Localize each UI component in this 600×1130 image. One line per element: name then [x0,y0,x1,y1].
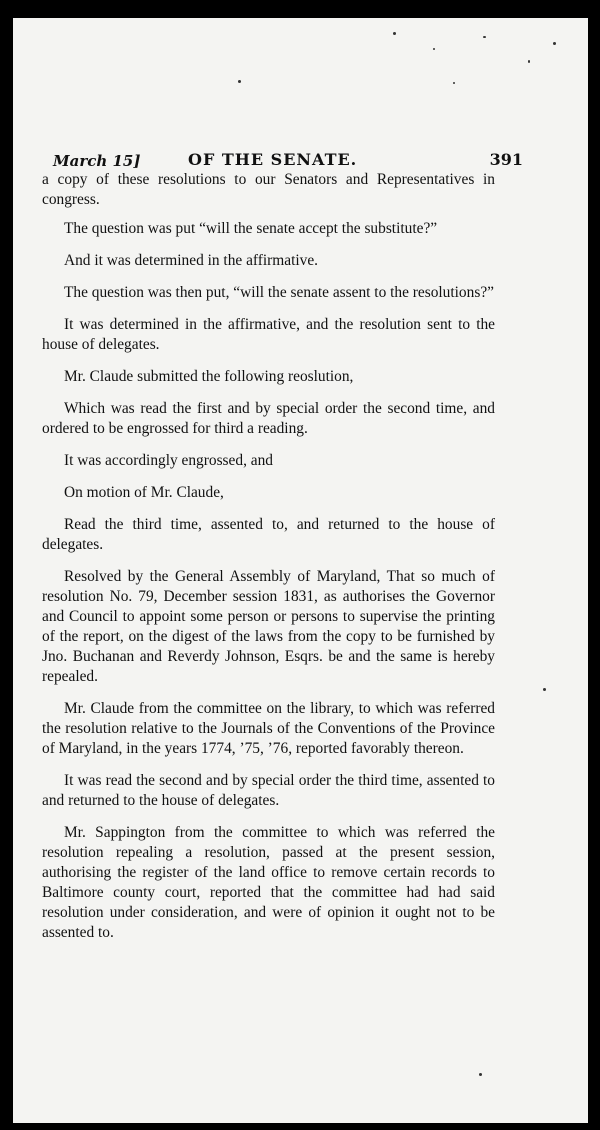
header-date: March 15] [53,152,141,170]
paragraph: It was read the second and by special order the third time, assented to and returned to the house of delegates. [42,772,495,809]
scan-speck [483,36,486,38]
scan-speck [393,32,396,35]
paragraph: Which was read the first and by special order the second time, and ordered to be engrossed for third a reading. [42,400,495,437]
paragraph: Resolved by the General Assembly of Maryland, That so much of resolution No. 79, December session 1831, as authorises the Governor and Council to appoint some person or persons to supervise the printing of the report, on the digest of the laws from the copy to be furnished by Jno. Buchanan and Reverdy Johnson, Esqrs. be and the same is hereby repealed. [42,568,495,685]
page-number: 391 [489,150,523,169]
paragraph: Read the third time, assented to, and returned to the house of delegates. [42,516,495,553]
scan-speck [553,42,556,45]
paragraph: Mr. Claude from the committee on the library, to which was referred the resolution relative to the Journals of the Conventions of the Province of Maryland, in the years 1774, ’75, ’76, reported favorably thereon. [42,700,495,757]
paragraph: Mr. Sappington from the committee to which was referred the resolution repealing a resolution, passed at the present session, authorising the register of the land office to remove certain records to Baltimore county court, reported that the committee had had said resolution under consideration, and were of opinion it ought not to be assented to. [42,824,495,941]
paragraph: Mr. Claude submitted the following reoslution, [64,368,354,385]
paragraph: And it was determined in the affirmative. [64,252,319,269]
header-title: OF THE SENATE. [188,150,358,169]
journal-text [42,170,495,955]
scan-speck [433,48,435,50]
scan-speck [479,1073,482,1076]
paragraph: The question was put “will the senate accept the substitute?” [64,220,438,237]
scan-speck [528,60,530,63]
scan-speck [238,80,241,83]
scan-speck [543,688,546,691]
paragraph: The question was then put, “will the senate assent to the resolutions?” [64,284,494,301]
paragraph: On motion of Mr. Claude, [64,484,224,501]
paragraph: It was determined in the affirmative, and the resolution sent to the house of delegates. [42,316,495,353]
paragraph: a copy of these resolutions to our Senators and Representatives in congress. [42,171,495,208]
scan-speck [453,82,455,84]
paragraph: It was accordingly engrossed, and [64,452,273,469]
